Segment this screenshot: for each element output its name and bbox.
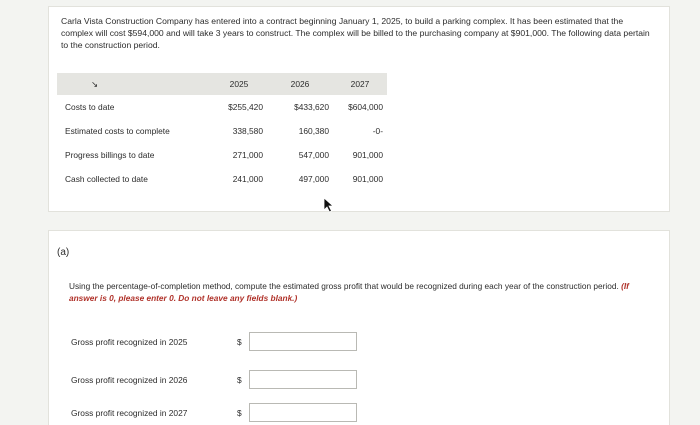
mouse-cursor-icon	[323, 197, 335, 213]
instruction-note: (If answer is 0, please enter 0. Do not leave any fields blank.)	[69, 281, 629, 303]
cell-2026: 547,000	[298, 150, 329, 160]
row-label: Estimated costs to complete	[65, 126, 170, 136]
column-header-2027: 2027	[333, 73, 387, 95]
answer-label-2026: Gross profit recognized in 2026	[71, 375, 188, 385]
instruction-text: Using the percentage-of-completion method, compute the estimated gross profit that would be recognized during each year of the construction period.	[69, 281, 619, 291]
cell-2025: $255,420	[228, 102, 263, 112]
currency-symbol: $	[237, 408, 242, 418]
question-card	[48, 230, 670, 425]
part-a-instructions	[69, 281, 654, 304]
column-header-2026: 2026	[267, 73, 333, 95]
table-row-costs-to-date	[57, 95, 387, 119]
row-label: Progress billings to date	[65, 150, 155, 160]
cell-2027: $604,000	[348, 102, 383, 112]
problem-intro: Carla Vista Construction Company has entered into a contract beginning January 1, 2025, to build a parking complex. It has been estimated that the complex will cost $594,000 and will take 3 years to construct. The complex will be billed to the purchasing company at $901,000. The following data pertain to the construction period.	[61, 16, 650, 50]
table-header-row	[57, 73, 387, 95]
gross-profit-2026-input[interactable]	[249, 370, 357, 389]
table-row-progress-billings	[57, 143, 387, 167]
cell-2027: 901,000	[352, 174, 383, 184]
cell-2026: 497,000	[298, 174, 329, 184]
table-corner-mark: ↘	[57, 73, 211, 95]
cell-2025: 271,000	[232, 150, 263, 160]
cell-2026: 160,380	[298, 126, 329, 136]
answer-label-2025: Gross profit recognized in 2025	[71, 337, 188, 347]
answer-label-2027: Gross profit recognized in 2027	[71, 408, 188, 418]
table-row-estimated-costs-to-complete	[57, 119, 387, 143]
gross-profit-2027-input[interactable]	[249, 403, 357, 422]
problem-card	[48, 6, 670, 212]
cell-2025: 338,580	[232, 126, 263, 136]
part-a-label: (a)	[57, 247, 70, 258]
row-label: Costs to date	[65, 102, 115, 112]
cell-2027: -0-	[372, 126, 383, 136]
cell-2026: $433,620	[294, 102, 329, 112]
column-header-2025: 2025	[211, 73, 267, 95]
cell-2027: 901,000	[352, 150, 383, 160]
gross-profit-2025-input[interactable]	[249, 332, 357, 351]
row-label: Cash collected to date	[65, 174, 148, 184]
construction-data-table	[57, 73, 387, 191]
cell-2025: 241,000	[232, 174, 263, 184]
currency-symbol: $	[237, 375, 242, 385]
currency-symbol: $	[237, 337, 242, 347]
table-row-cash-collected	[57, 167, 387, 191]
